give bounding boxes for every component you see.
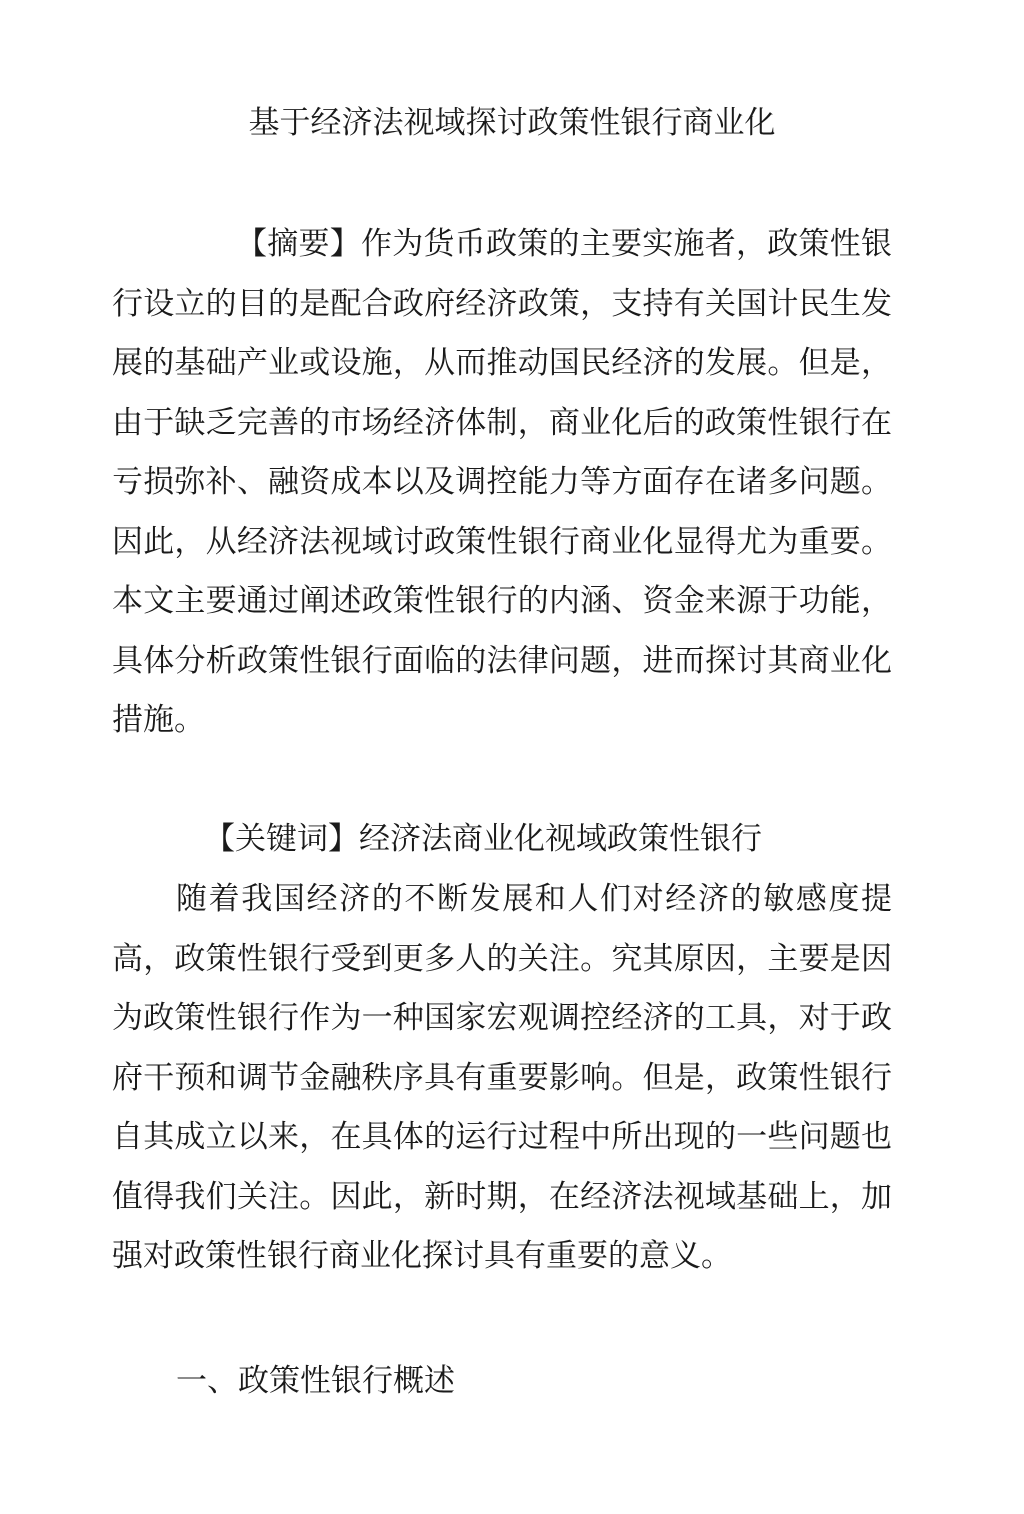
section-heading: 一、政策性银行概述: [176, 1363, 455, 1399]
keywords-paragraph: 【关键词】经济法商业化视域政策性银行: [204, 821, 762, 857]
document-title: 基于经济法视域探讨政策性银行商业化: [248, 105, 776, 141]
intro-paragraph: 随着我国经济的不断发展和人们对经济的敏感度提高，政策性银行受到更多人的关注。究其原因，主要是因为政策性银行作为一种国家宏观调控经济的工具，对于政府干预和调节金融秩序具有重要影响。但是，政策性银行自其成立以来，在具体的运行过程中所出现的一些问题也值得我们关注。因此，新时期，在经济法视域基础上，加强对政策性银行商业化探讨具有重要的意义。: [112, 881, 892, 1274]
abstract-paragraph: 【摘要】作为货币政策的主要实施者，政策性银行设立的目的是配合政府经济政策，支持有关国计民生发展的基础产业或设施，从而推动国民经济的发展。但是，由于缺乏完善的市场经济体制，商业化后的政策性银行在亏损弥补、融资成本以及调控能力等方面存在诸多问题。因此，从经济法视域讨政策性银行商业化显得尤为重要。本文主要通过阐述政策性银行的内涵、资金来源于功能，具体分析政策性银行面临的法律问题，进而探讨其商业化措施。: [112, 226, 892, 738]
